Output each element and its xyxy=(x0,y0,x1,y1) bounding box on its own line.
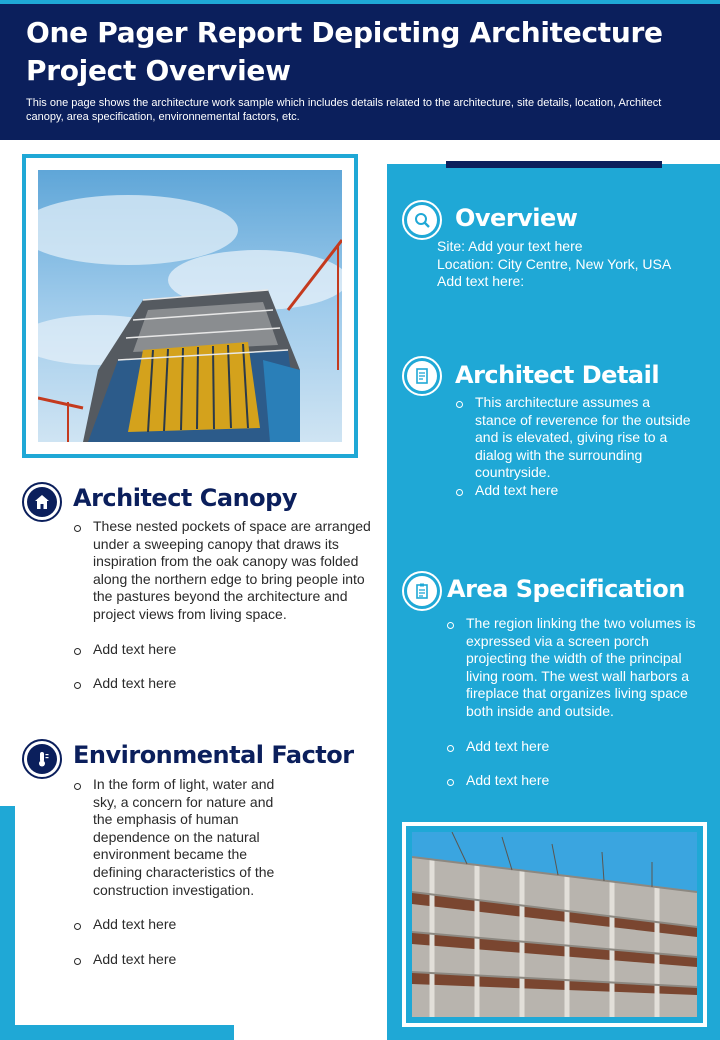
document-icon xyxy=(402,356,442,396)
environment-bullets xyxy=(73,776,293,968)
concrete-frame-structure-photo xyxy=(402,822,707,1027)
overview-location: Location: City Centre, New York, USA xyxy=(437,255,672,272)
architect-detail-title: Architect Detail xyxy=(455,361,660,389)
architect-detail-bullets xyxy=(455,394,695,500)
title-line-1: One Pager Report Depicting Architecture xyxy=(26,16,663,49)
list-item: In the form of light, water and sky, a concern for nature and the emphasis of human dependence on the natural environment became the defining characteristics of the construction investigation. xyxy=(73,776,293,899)
left-accent-bar xyxy=(0,806,15,1040)
clipboard-icon xyxy=(402,571,442,611)
list-item: These nested pockets of space are arranged under a sweeping canopy that draws its inspiration from the oak canopy was folded along the northern edge to bring people into the pastures beyond the architecture and project views from living space. xyxy=(73,518,373,624)
list-item: Add text here xyxy=(73,641,373,659)
list-item: Add text here xyxy=(446,738,706,756)
list-item: The region linking the two volumes is expressed via a screen porch projecting the width of the principal living room. The west wall harbors a fireplace that organizes living space both inside and outside. xyxy=(446,615,706,721)
page-description: This one page shows the architecture work sample which includes details related to the architecture, site details, location, Architect canopy, area specification, environnemental factors, etc. xyxy=(26,97,662,123)
thermometer-icon xyxy=(22,739,62,779)
magnifier-icon xyxy=(402,200,442,240)
list-item: Add text here xyxy=(73,916,293,934)
overview-details xyxy=(437,238,671,291)
overview-extra: Add text here: xyxy=(437,273,525,289)
canopy-title: Architect Canopy xyxy=(73,484,297,512)
overview-site: Site: Add your text here xyxy=(437,238,583,254)
list-item: Add text here xyxy=(73,951,293,969)
house-icon xyxy=(22,482,62,522)
title-line-2: Project Overview xyxy=(26,54,291,87)
overview-title: Overview xyxy=(455,204,578,232)
bottom-accent-bar xyxy=(0,1025,234,1040)
building-under-construction-photo xyxy=(22,154,358,458)
right-panel-navy-strip xyxy=(446,161,662,168)
list-item: Add text here xyxy=(455,482,695,500)
list-item: Add text here xyxy=(446,772,706,790)
environment-title: Environmental Factor xyxy=(73,741,354,769)
canopy-bullets xyxy=(73,518,373,693)
area-spec-title: Area Specification xyxy=(447,575,685,603)
list-item: Add text here xyxy=(73,675,373,693)
header-banner xyxy=(0,4,720,140)
page-title xyxy=(26,14,694,90)
area-spec-bullets xyxy=(446,615,706,790)
list-item: This architecture assumes a stance of reverence for the outside and is elevated, giving rise to a dialog with the surrounding countryside. xyxy=(455,394,695,482)
